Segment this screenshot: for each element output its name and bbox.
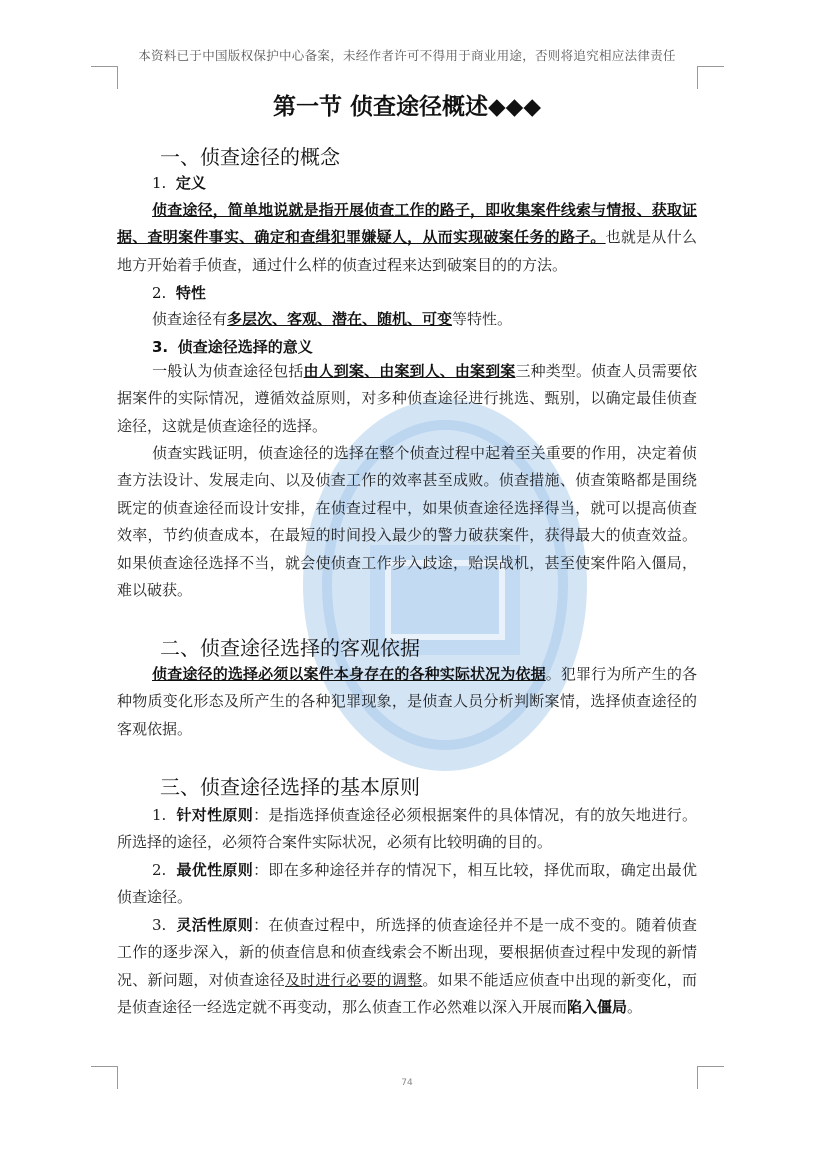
section-heading-1: 一、侦查途径的概念 (160, 145, 340, 169)
significance-pre-text: 一般认为侦查途径包括 (152, 362, 304, 380)
principle-text: 是指选择侦查途径必须根据案件的具体情况，有的放矢地进行。所选择的途径，必须符合案件实际状况，必须有比较明确的目的。 (117, 806, 697, 852)
definition-paragraph (117, 197, 697, 279)
principle-number: 1. (152, 806, 167, 824)
crop-mark-top-right (697, 66, 724, 89)
principle-colon: ： (253, 806, 269, 824)
section-heading-2: 二、侦查途径选择的客观依据 (160, 636, 420, 660)
subheading-definition (152, 172, 206, 193)
principle-colon: ： (253, 916, 269, 934)
principle-text: 即在多种途径并存的情况下，相互比较，择优而取，确定出最优侦查途径。 (117, 861, 697, 907)
significance-paragraph (117, 358, 697, 440)
principle-number: 2. (152, 861, 167, 879)
principle-optimal-paragraph (117, 857, 697, 912)
objective-rest-text: 。犯罪行为所产生的各种物质变化形态及所产生的各种犯罪现象，是侦查人员分析判断案情，选择侦查途径的客观依据。 (117, 665, 697, 738)
principle-colon: ： (253, 861, 269, 879)
item-number: 2. (152, 284, 167, 302)
crop-mark-top-left (91, 66, 118, 89)
principle-bold-text: 陷入僵局 (567, 998, 628, 1017)
subheading-traits (152, 282, 206, 303)
item-number: 1. (152, 174, 167, 192)
item-label: 特性 (175, 284, 206, 302)
objective-basis-paragraph (117, 661, 697, 743)
principle-label: 针对性原则 (176, 806, 254, 824)
page-title: 第一节 侦查途径概述◆◆◆ (272, 94, 542, 120)
principle-underlined-text: 及时进行必要的调整 (284, 970, 423, 989)
page-number: 74 (401, 1078, 413, 1088)
practice-paragraph (117, 440, 697, 604)
principle-number: 3. (152, 916, 167, 934)
principle-pre-text: 在侦查过程中，所选择的侦查途径并不是一成不变的。随着侦查工作的逐步深入，新的侦查信息和侦查线索会不断出现，要根据侦查过程中发现的新情况、新问题，对侦查途径 (117, 916, 697, 989)
principle-mid-text: 。如果不能适应侦查中出现的新变化，而是侦查途径一经选定就不再变动，那么侦查工作必然难以深入开展而 (117, 970, 697, 1017)
traits-pre-text: 侦查途径有 (152, 310, 228, 328)
principle-label: 最优性原则 (176, 861, 254, 879)
significance-post-text: 三种类型。侦查人员需要依据案件的实际情况，遵循效益原则，对多种侦查途径进行挑选、甄别，以确定最佳侦查途径，这就是侦查途径的选择。 (117, 362, 697, 435)
traits-paragraph (117, 306, 697, 333)
objective-bold-text: 侦查途径的选择必须以案件本身存在的各种实际状况为依据 (152, 665, 546, 683)
copyright-notice: 本资料已于中国版权保护中心备案，未经作者许可不得用于商业用途，否则将追究相应法律责任 (138, 48, 676, 63)
principle-label: 灵活性原则 (176, 916, 254, 934)
section-heading-3: 三、侦查途径选择的基本原则 (160, 775, 420, 799)
principle-end-text: 。 (627, 998, 643, 1017)
principle-targeted-paragraph (117, 802, 697, 857)
practice-text: 侦查实践证明，侦查途径的选择在整个侦查过程中起着至关重要的作用，决定着侦查方法设计、发展走向、以及侦查工作的效率甚至成败。侦查措施、侦查策略都是围绕既定的侦查途径而设计安排，在侦查过程中，如果侦查途径选择得当，就可以提高侦查效率，节约侦查成本，在最短的时间投入最少的警力破获案件，获得最大的侦查效益。如果侦查途径选择不当，就会使侦查工作步入歧途，贻误战机，甚至使案件陷入僵局，难以破获。 (117, 444, 697, 600)
item-label: 定义 (175, 174, 206, 192)
subheading-significance (152, 336, 313, 357)
definition-bold-text: 侦查途径，简单地说就是指开展侦查工作的路子，即收集案件线索与情报、获取证据、查明案件事实、确定和查缉犯罪嫌疑人，从而实现破案任务的路子。 (117, 201, 697, 247)
item-label: 侦查途径选择的意义 (177, 338, 313, 356)
traits-bold-text: 多层次、客观、潜在、随机、可变 (227, 310, 453, 328)
traits-post-text: 等特性。 (452, 310, 513, 328)
principle-flexible-paragraph (117, 912, 697, 1022)
item-number: 3. (152, 338, 169, 356)
significance-bold-text: 由人到案、由案到人、由案到案 (303, 362, 516, 380)
definition-rest-text: 也就是从什么地方开始着手侦查，通过什么样的侦查过程来达到破案目的的方法。 (117, 228, 697, 274)
